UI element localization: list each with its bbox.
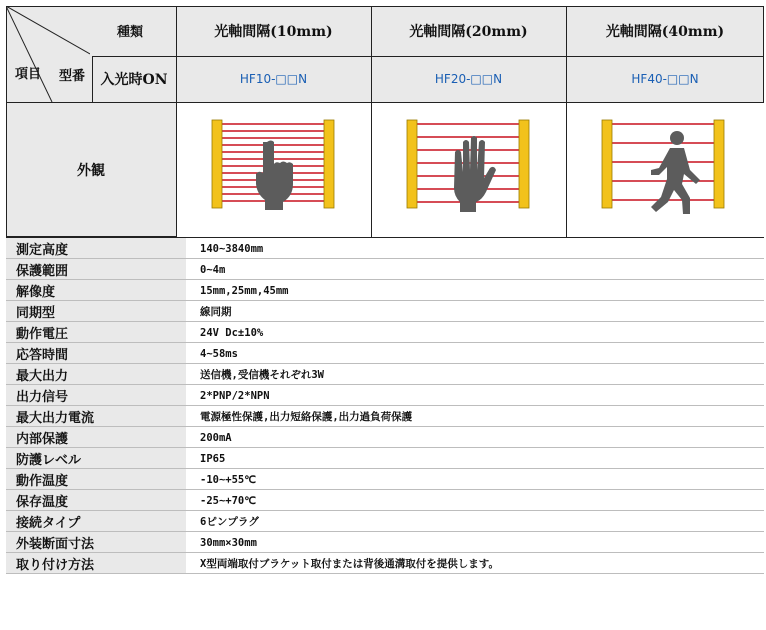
spec-row: [6, 532, 764, 553]
model-hf40: HF40-□□N: [631, 72, 699, 86]
spec-value: -10~+55℃: [200, 473, 257, 486]
receiver-bar: [519, 120, 529, 208]
corner-item-label: 項目: [14, 66, 41, 82]
spec-label: 接続タイプ: [6, 511, 186, 532]
spec-row: [6, 343, 764, 364]
corner-type-label: 種類: [116, 24, 143, 40]
spec-value: IP65: [200, 452, 226, 465]
spec-label: 取り付け方法: [6, 553, 186, 574]
corner-diagonals: [6, 6, 90, 102]
column-title-20mm: 光軸間隔(20mm): [409, 24, 528, 40]
spec-row: [6, 364, 764, 385]
spec-row: [6, 238, 764, 259]
pointing-finger-icon: [256, 141, 293, 211]
spec-row: [6, 469, 764, 490]
spec-value: 30mm×30mm: [200, 536, 257, 549]
spec-row: [6, 322, 764, 343]
spec-value: 4~58ms: [200, 347, 238, 360]
receiver-bar: [714, 120, 724, 208]
spec-label: 防護レベル: [6, 448, 186, 469]
spec-label: 最大出力電流: [6, 406, 186, 427]
emitter-bar: [602, 120, 612, 208]
spec-value: 200mA: [200, 431, 232, 444]
spec-value: 線同期: [200, 306, 232, 318]
emitter-bar: [407, 120, 417, 208]
spec-label: 同期型: [6, 301, 186, 322]
spec-row: [6, 385, 764, 406]
spec-row: [6, 427, 764, 448]
spec-row: [6, 406, 764, 427]
light-curtain-40mm-illustration: [566, 102, 764, 237]
open-hand-icon: [454, 136, 496, 212]
row-divider: [6, 573, 764, 574]
spec-label: 応答時間: [6, 343, 186, 364]
spec-label: 保存温度: [6, 490, 186, 511]
spec-label: 出力信号: [6, 385, 186, 406]
spec-value: X型両端取付ブラケット取付または背後通溝取付を提供します。: [200, 558, 499, 570]
spec-row: [6, 448, 764, 469]
appearance-label: 外観: [77, 162, 105, 179]
column-title-10mm: 光軸間隔(10mm): [214, 24, 333, 40]
spec-value: 140~3840mm: [200, 242, 264, 255]
spec-label: 動作温度: [6, 469, 186, 490]
spec-label: 外装断面寸法: [6, 532, 186, 553]
spec-value: 24V Dc±10%: [200, 326, 264, 339]
spec-row: [6, 301, 764, 322]
column-title-40mm: 光軸間隔(40mm): [605, 24, 725, 40]
light-on-label: 入光時ON: [100, 72, 168, 88]
spec-row: [6, 553, 764, 574]
spec-label: 内部保護: [6, 427, 186, 448]
corner-model-label: 型番: [58, 68, 85, 84]
spec-label: 解像度: [6, 280, 186, 301]
spec-value: -25~+70℃: [200, 494, 257, 507]
spec-value: 0~4m: [200, 263, 226, 276]
spec-label: 保護範囲: [6, 259, 186, 280]
spec-value: 送信機,受信機それぞれ3W: [200, 369, 324, 381]
receiver-bar: [324, 120, 334, 208]
model-hf20: HF20-□□N: [434, 72, 503, 86]
spec-row: [6, 490, 764, 511]
spec-value: 6ピンプラグ: [200, 516, 259, 528]
light-curtain-20mm-illustration: [371, 102, 566, 237]
spec-label: 測定高度: [6, 238, 186, 259]
light-curtain-10mm-illustration: [176, 102, 371, 237]
model-hf10: HF10-□□N: [239, 72, 308, 86]
emitter-bar: [212, 120, 222, 208]
spec-row: [6, 511, 764, 532]
spec-row: [6, 259, 764, 280]
spec-row: [6, 280, 764, 301]
spec-label: 最大出力: [6, 364, 186, 385]
spec-value: 15mm,25mm,45mm: [200, 284, 289, 297]
spec-label: 動作電圧: [6, 322, 186, 343]
spec-value: 電源極性保護,出力短絡保護,出力過負荷保護: [200, 411, 413, 423]
spec-value: 2*PNP/2*NPN: [200, 389, 270, 402]
